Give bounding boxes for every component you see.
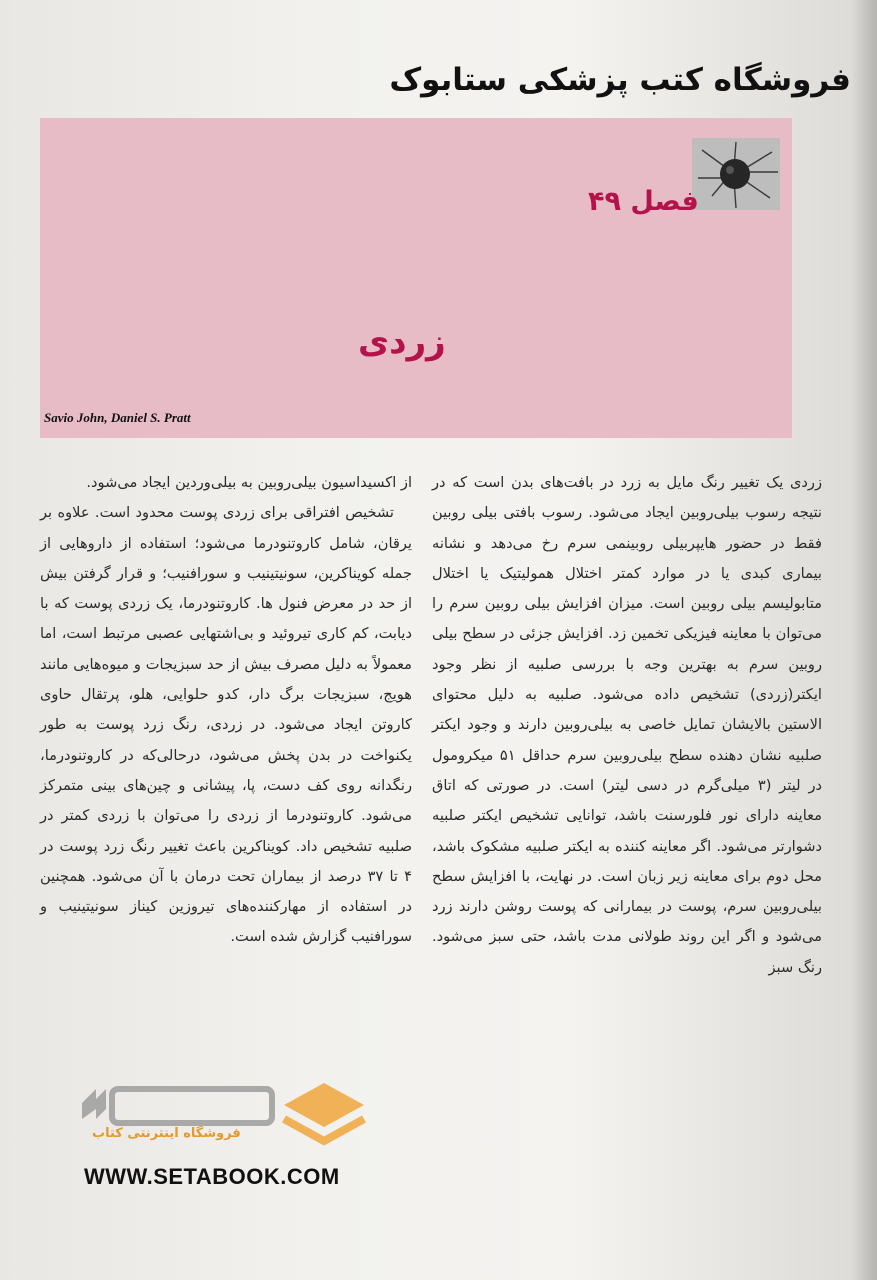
chapter-banner <box>40 118 792 438</box>
watermark-url: WWW.SETABOOK.COM <box>84 1164 340 1189</box>
text-column-right <box>432 468 822 983</box>
paragraph: از اکسیداسیون بیلی‌روبین به بیلی‌وردین ایجاد می‌شود. <box>86 474 412 491</box>
store-title: فروشگاه کتب پزشکی ستابوک <box>389 62 851 98</box>
chapter-authors: Savio John, Daniel S. Pratt <box>44 410 191 425</box>
paragraph: زردی یک تغییر رنگ مایل به زرد در بافت‌های بدن است که در نتیجه رسوب بیلی‌روبین ایجاد می‌شود. رسوب بافتی بیلی روبین فقط در حضور هایپربیلی روبینمی سرم رخ می‌دهد و نشانه بیماری کبدی یا در موارد کمتر اختلال همولیتیک یا اختلال متابولیسم بیلی روبین است. میزان افزایش بیلی روبین سرم را می‌توان با معاینه فیزیکی تخمین زد. افزایش جزئی در سطح بیلی روبین سرم به بهترین وجه با بررسی صلبیه از نظر وجود ایکتر(زردی) تشخیص داده می‌شود. صلبیه به دلیل محتوای الاستین بالایشان تمایل خاصی به بیلی‌روبین دارند و وجود ایکتر صلبیه نشان دهنده سطح بیلی‌روبین سرم حداقل ۵۱ میکرومول در لیتر (۳ میلی‌گرم در دسی لیتر) است. در صورتی که اتاق معاینه دارای نور فلورسنت باشد، توانایی تشخیص ایکتر صلبیه دشوارتر می‌شود. اگر معاینه کننده به ایکتر صلبیه مشکوک باشد، محل دوم برای معاینه زیر زبان است. در نهایت، با افزایش سطح بیلی‌روبین سرم، پوست در بیمارانی که پوست روشن دارند زرد می‌شود و اگر این روند طولانی مدت باشد، حتی سبز می‌شود. رنگ سبز <box>432 474 822 976</box>
chapter-title: زردی <box>358 322 446 362</box>
chapter-number: فصل ۴۹ <box>588 186 699 217</box>
setabook-logo-icon <box>72 1075 372 1155</box>
necrotic-cell-icon <box>692 138 780 210</box>
paragraph: تشخیص افتراقی برای زردی پوست محدود است. علاوه بر یرقان، شامل کاروتنودرما می‌شود؛ استفاده از داروهایی از جمله کویناکرین، سونیتینیب و سورافنیب؛ و قرار گرفتن بیش از حد در معرض فنول ها. کاروتنودرما، یک زردی پوست که با دیابت، کم کاری تیروئید و بی‌اشتهایی عصبی مرتبط است، اما معمولاً به دلیل مصرف بیش از حد سبزیجات و میوه‌هایی مانند هویج، سبزیجات برگ دار، کدو حلوایی، هلو، پرتقال حاوی کاروتن ایجاد می‌شود. در زردی، رنگ زرد پوست به طور یکنواخت در بدن پخش می‌شود، درحالی‌که در کاروتنودرما، رنگدانه روی کف دست، پا، پیشانی و چین‌های بینی متمرکز می‌شود. کاروتنودرما از زردی را می‌توان با زردی کمتر در صلبیه تشخیص داد. کویناکرین باعث تغییر رنگ زرد پوست در ۴ تا ۳۷ درصد از بیماران تحت درمان با آن می‌شود. همچنین در استفاده از مهارکننده‌های تیروزین کیناز سونیتینیب و سورافنیب گزارش شده است. <box>40 504 412 946</box>
page-gutter-shadow <box>851 0 877 1280</box>
text-column-left <box>40 468 412 953</box>
watermark-subtitle: فروشگاه اینترنتی کتاب <box>92 1126 241 1141</box>
